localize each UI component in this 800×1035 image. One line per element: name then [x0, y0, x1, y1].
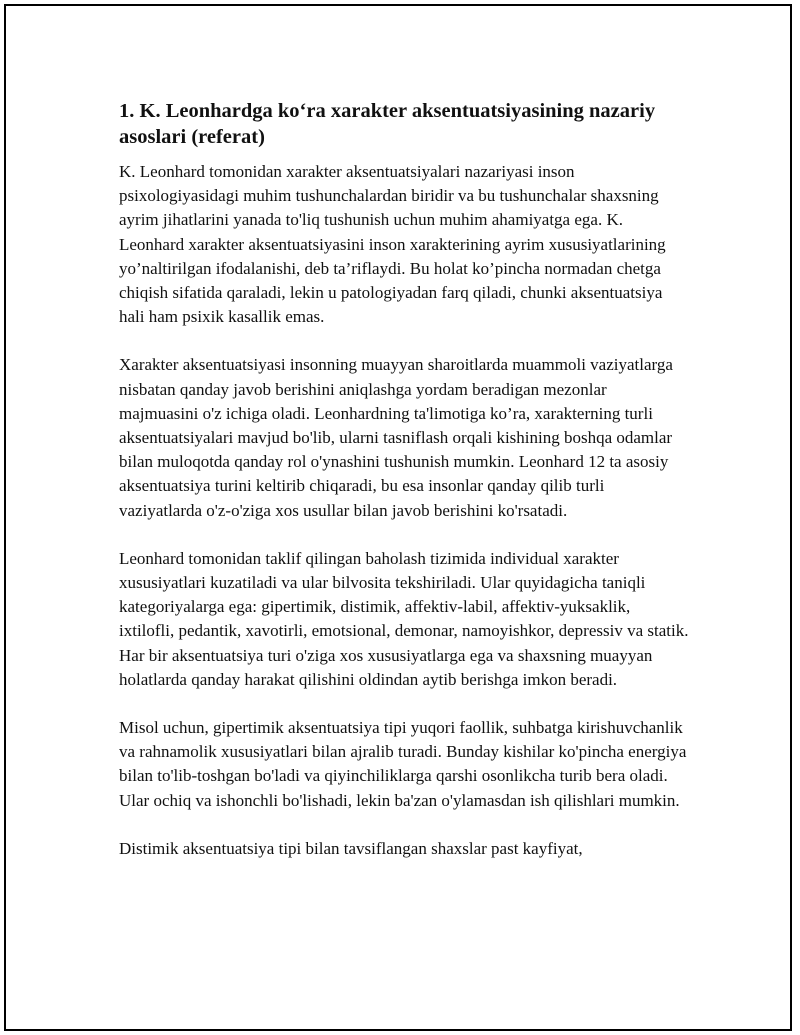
paragraph-5: Distimik aksentuatsiya tipi bilan tavsiflangan shaxslar past kayfiyat,	[119, 838, 583, 858]
document-title: 1. K. Leonhardga ko‘ra xarakter aksentuatsiyasining nazariy asoslari (referat)	[119, 100, 656, 148]
paragraph-3: Leonhard tomonidan taklif qilingan baholash tizimida individual xarakter xususiyatlari kuzatiladi va ular bilvosita tekshiriladi. Ular quyidagicha taniqli kategoriyalarga ega: gipertimik, distimik, affektiv-labil, affektiv-yuksaklik, ixtilofli, pedantik, xavotirli, emotsional, demonar, namoyishkor, depressiv va statik. Har bir aksentuatsiya turi o'ziga xos xususiyatlarga ega va shaxsning muayyan holatlarda qanday harakat qilishini oldindan aytib berishga imkon beradi.	[119, 548, 689, 689]
paragraph-4: Misol uchun, gipertimik aksentuatsiya tipi yuqori faollik, suhbatga kirishuvchanlik va rahnamolik xususiyatlari bilan ajralib turadi. Bunday kishilar ko'pincha energiya bilan to'lib-toshgan bo'ladi va qiyinchiliklarga qarshi osonlikcha turib bera oladi. Ular ochiq va ishonchli bo'lishadi, lekin ba'zan o'ylamasdan ish qilishlari mumkin.	[119, 718, 687, 810]
document-page	[4, 4, 792, 1031]
paragraph-2: Xarakter aksentuatsiyasi insonning muayyan sharoitlarda muammoli vaziyatlarga nisbatan qanday javob berishini aniqlashga yordam beradigan mezonlar majmuasini o'z ichiga oladi. Leonhardning ta'limotiga ko’ra, xarakterning turli aksentuatsiyalari mavjud bo'lib, ularni tasniflash orqali kishining boshqa odamlar bilan muloqotda qanday rol o'ynashini tushunish mumkin. Leonhard 12 ta asosiy aksentuatsiya turini keltirib chiqaradi, bu esa insonlar qanday qilib turli vaziyatlarda o'z-o'ziga xos usullar bilan javob berishini ko'rsatadi.	[119, 355, 673, 520]
document-content	[119, 98, 689, 885]
paragraph-1: K. Leonhard tomonidan xarakter aksentuatsiyalari nazariyasi inson psixologiyasidagi muhim tushunchalardan biridir va bu tushunchalar shaxsning ayrim jihatlarini yanada to'liq tushunish uchun muhim ahamiyatga ega. K. Leonhard xarakter aksentuatsiyasini inson xarakterining ayrim xususiyatlarining yo’naltirilgan ifodalanishi, deb ta’riflaydi. Bu holat ko’pincha normadan chetga chiqish sifatida qaraladi, lekin u patologiyadan farq qiladi, chunki aksentuatsiya hali ham psixik kasallik emas.	[119, 162, 666, 327]
